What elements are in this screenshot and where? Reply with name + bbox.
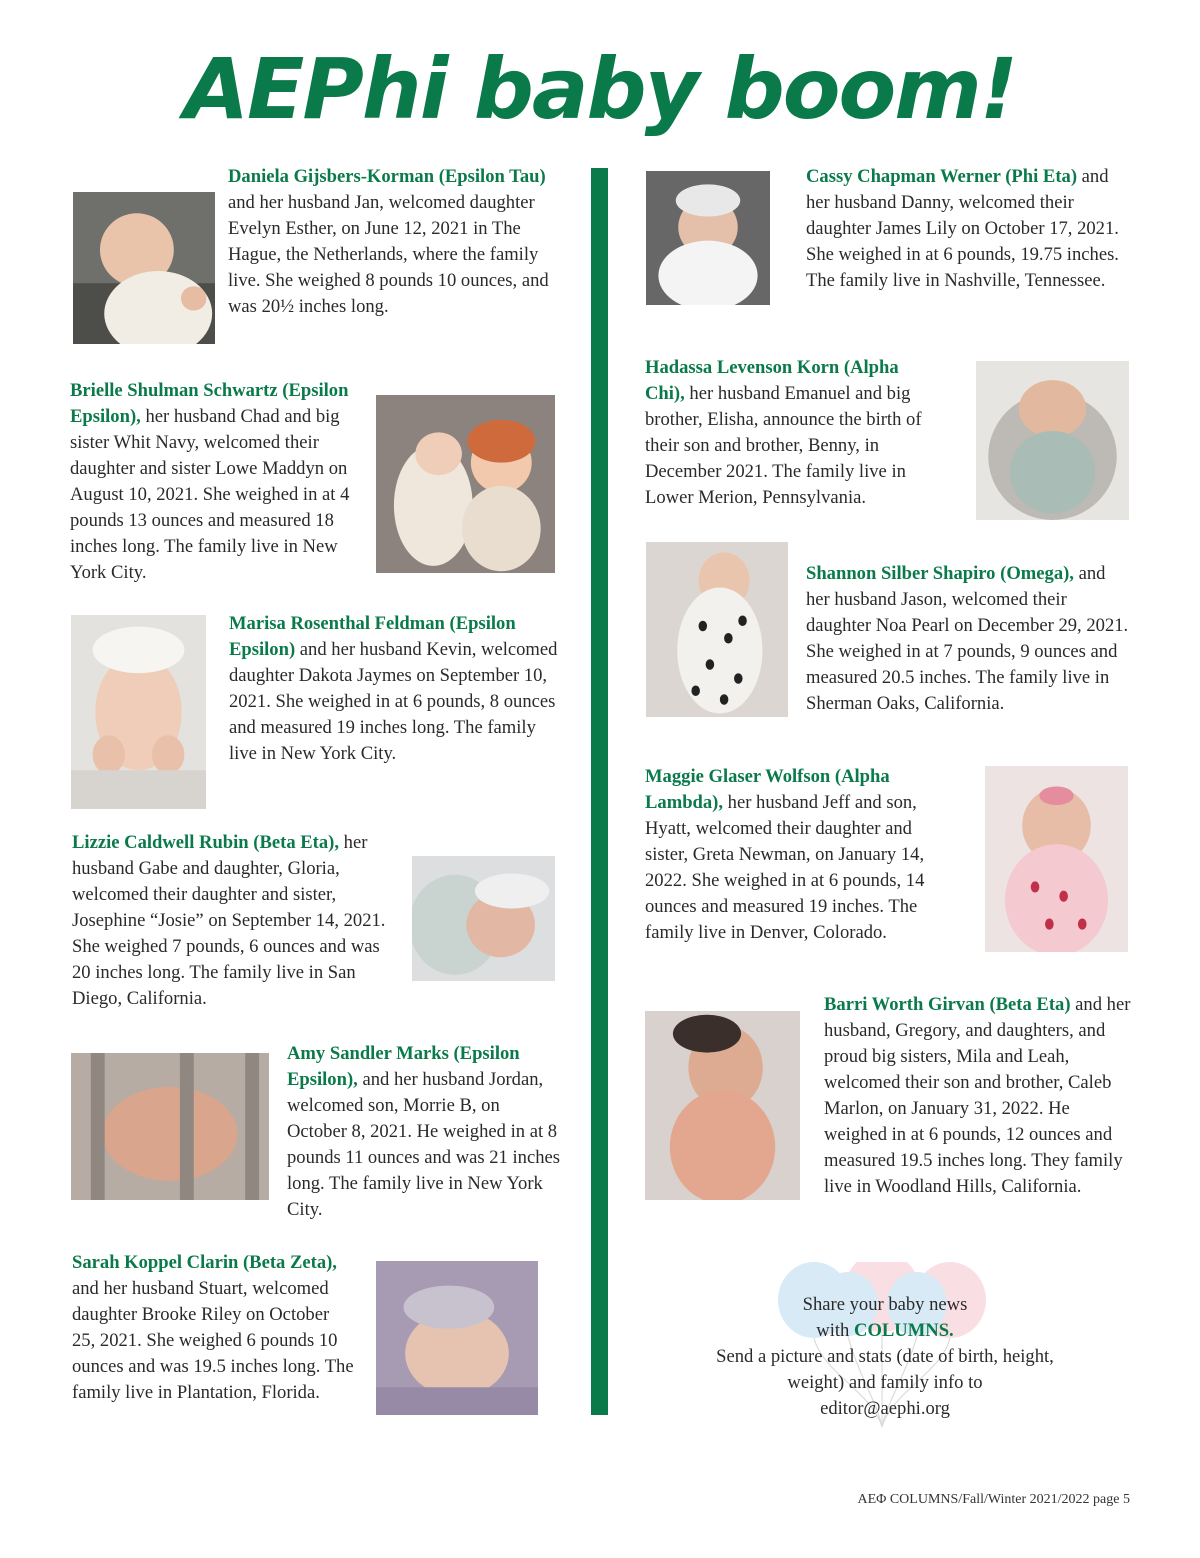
baby-photo-icon	[412, 856, 555, 981]
baby-photo-icon	[976, 361, 1129, 520]
member-name: Brielle Shulman Schwartz (Epsilon Epsilon),	[70, 380, 349, 427]
birth-announcement	[72, 830, 387, 1012]
baby-photo-icon	[376, 1261, 538, 1415]
member-name: Daniela Gijsbers-Korman (Epsilon Tau)	[228, 166, 546, 187]
birth-announcement	[806, 164, 1131, 294]
share-news-callout	[700, 1262, 1070, 1432]
announcement-text: and her husband Stuart, welcomed daughter Brooke Riley on October 25, 2021. She weighed 6 pounds 10 ounces and was 19.5 inches long. The family live in Plantation, Florida.	[72, 1278, 354, 1403]
birth-announcement	[72, 1250, 357, 1406]
birth-announcement	[70, 378, 365, 586]
birth-announcement	[645, 764, 950, 946]
announcement-text: her husband Jeff and son, Hyatt, welcomed their daughter and sister, Greta Newman, on January 14, 2022. She weighed in at 6 pounds, 14 ounces and measured 19 inches. The family live in Denver, Colorado.	[645, 792, 925, 943]
baby-photo-icon	[73, 192, 215, 344]
member-name: Lizzie Caldwell Rubin (Beta Eta),	[72, 832, 340, 853]
baby-photo-icon	[71, 615, 206, 809]
member-name: Hadassa Levenson Korn (Alpha Chi),	[645, 357, 899, 404]
share-line-2: with COLUMNS.	[816, 1320, 954, 1341]
announcement-text: her husband Emanuel and big brother, Elisha, announce the birth of their son and brother, Benny, in December 2021. The family live in Lower Merion, Pennsylvania.	[645, 383, 922, 508]
announcement-text: and her husband Jordan, welcomed son, Morrie B, on October 8, 2021. He weighed in at 8 pounds 11 ounces and was 21 inches long. The family live in New York City.	[287, 1069, 561, 1220]
baby-photo-icon	[646, 542, 788, 717]
member-name: Sarah Koppel Clarin (Beta Zeta),	[72, 1252, 337, 1273]
share-line-3: Send a picture and stats (date of birth, height, weight) and family info to	[716, 1346, 1054, 1393]
birth-announcement	[229, 611, 559, 767]
member-name: Marisa Rosenthal Feldman (Epsilon Epsilon)	[229, 613, 516, 660]
announcement-text: her husband Chad and big sister Whit Navy, welcomed their daughter and sister Lowe Maddyn on August 10, 2021. She weighed in at 4 pounds 13 ounces and measured 18 inches long. The family live in New York City.	[70, 406, 350, 583]
birth-announcement	[824, 992, 1134, 1200]
member-name: Maggie Glaser Wolfson (Alpha Lambda),	[645, 766, 890, 813]
column-divider	[591, 168, 608, 1415]
birth-announcement	[228, 164, 558, 320]
baby-photo-icon	[71, 1053, 269, 1200]
announcement-text: and her husband Jan, welcomed daughter Evelyn Esther, on June 12, 2021 in The Hague, the Netherlands, where the family live. She weighed 8 pounds 10 ounces, and was 20½ inches long.	[228, 192, 549, 317]
announcement-text: her husband Gabe and daughter, Gloria, welcomed their daughter and sister, Josephine “Josie” on September 14, 2021. She weighed 7 pounds, 6 ounces and was 20 inches long. The family live in San Diego, California.	[72, 832, 386, 1009]
page-footer: AEΦ COLUMNS/Fall/Winter 2021/2022 page 5	[857, 1492, 1130, 1507]
announcement-text: and her husband Kevin, welcomed daughter Dakota Jaymes on September 10, 2021. She weighed in at 6 pounds, 8 ounces and measured 19 inches long. The family live in New York City.	[229, 639, 558, 764]
member-name: Barri Worth Girvan (Beta Eta)	[824, 994, 1071, 1015]
member-name: Cassy Chapman Werner (Phi Eta)	[806, 166, 1078, 187]
baby-photo-icon	[646, 171, 770, 305]
birth-announcement	[806, 561, 1131, 717]
member-name: Shannon Silber Shapiro (Omega),	[806, 563, 1074, 584]
baby-photo-icon	[645, 1011, 800, 1200]
birth-announcement	[287, 1041, 562, 1223]
share-email-link[interactable]: editor@aephi.org	[820, 1398, 950, 1419]
columns-brand: COLUMNS.	[854, 1320, 954, 1341]
page-title: AEPhi baby boom!	[183, 40, 1017, 138]
share-line-1: Share your baby news	[802, 1294, 968, 1315]
announcement-text: and her husband Danny, welcomed their daughter James Lily on October 17, 2021. She weighed in at 6 pounds, 19.75 inches. The family live in Nashville, Tennessee.	[806, 166, 1119, 291]
baby-photo-icon	[985, 766, 1128, 952]
birth-announcement	[645, 355, 940, 511]
announcement-text: and her husband Jason, welcomed their daughter Noa Pearl on December 29, 2021. She weighed in at 7 pounds, 9 ounces and measured 20.5 inches. The family live in Sherman Oaks, California.	[806, 563, 1129, 714]
member-name: Amy Sandler Marks (Epsilon Epsilon),	[287, 1043, 520, 1090]
announcement-text: and her husband, Gregory, and daughters, and proud big sisters, Mila and Leah, welcomed their son and brother, Caleb Marlon, on January 31, 2022. He weighed in at 6 pounds, 12 ounces and measured 19.5 inches long. They family live in Woodland Hills, California.	[824, 994, 1131, 1197]
baby-photo-icon	[376, 395, 555, 573]
